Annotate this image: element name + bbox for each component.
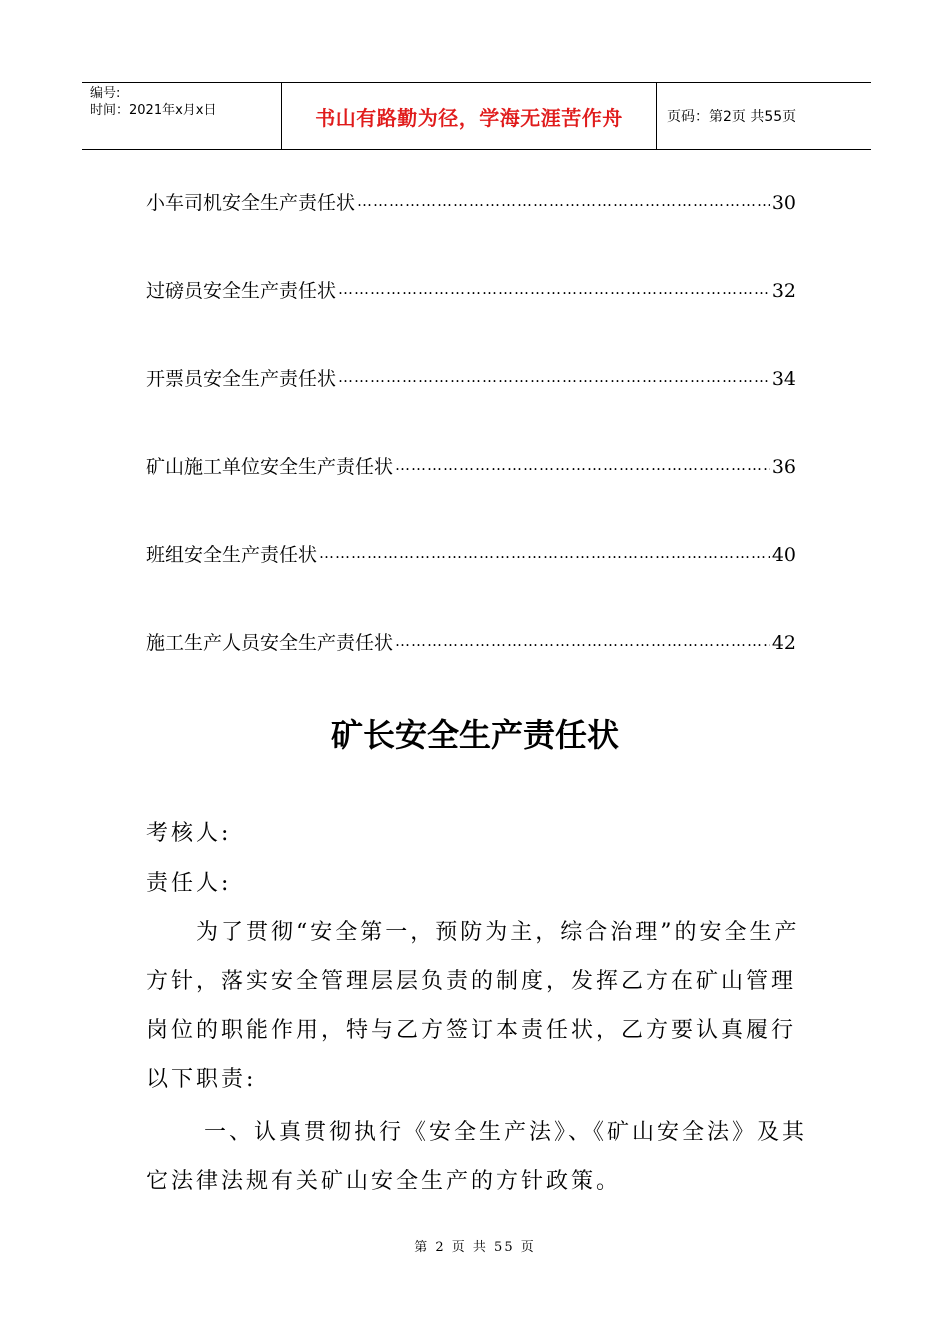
toc-entry[interactable]	[146, 188, 796, 218]
intro-paragraph: 为了贯彻“安全第一，预防为主，综合治理”的安全生产方针，落实安全管理层层负责的制度，发挥乙方在矿山管理岗位的职能作用，特与乙方签订本责任状，乙方要认真履行以下职责:	[146, 920, 800, 1092]
toc-entry[interactable]	[146, 364, 796, 394]
toc-entry-page: 30	[771, 192, 796, 214]
toc-entry-title: 开票员安全生产责任状	[146, 368, 337, 390]
toc-entry-page: 32	[771, 280, 796, 302]
toc-entry-title: 班组安全生产责任状	[146, 544, 318, 566]
duty-item-1: 一、认真贯彻执行《安全生产法》、《矿山安全法》及其它法律法规有关矿山安全生产的方针政策。	[146, 1120, 808, 1194]
toc-entry-title: 矿山施工单位安全生产责任状	[146, 456, 394, 478]
toc-leader-dots	[357, 192, 770, 210]
toc-leader-dots	[338, 368, 770, 386]
document-time-label: 时间：2021年x月x日	[90, 103, 217, 118]
toc-entry-title: 小车司机安全生产责任状	[146, 192, 356, 214]
toc-entry-page: 34	[771, 368, 796, 390]
page-footer: 第 2 页 共 55 页	[414, 1240, 536, 1255]
header-page-info: 页码：第2页 共55页	[667, 109, 797, 125]
toc-entry-title: 施工生产人员安全生产责任状	[146, 632, 394, 654]
toc-entry-page: 40	[771, 544, 796, 566]
toc-entry[interactable]	[146, 540, 796, 570]
toc-leader-dots	[319, 544, 770, 562]
header-motto-cell	[282, 83, 657, 149]
toc-leader-dots	[395, 456, 770, 474]
responsible-label: 责任人:	[146, 871, 232, 896]
header-meta	[82, 83, 282, 149]
toc-entry-page: 36	[771, 456, 796, 478]
header-motto: 书山有路勤为径，学海无涯苦作舟	[315, 105, 623, 130]
examiner-label: 考核人:	[146, 821, 232, 846]
toc-leader-dots	[338, 280, 770, 298]
header-page-info-cell	[657, 83, 871, 149]
toc-entry[interactable]	[146, 276, 796, 306]
document-number-label: 编号:	[90, 86, 121, 101]
toc-entry[interactable]	[146, 628, 796, 658]
page-header	[82, 82, 871, 150]
document-title: 矿长安全生产责任状	[330, 716, 619, 754]
toc-entry-page: 42	[771, 632, 796, 654]
toc-leader-dots	[395, 632, 770, 650]
toc-entry[interactable]	[146, 452, 796, 482]
toc-entry-title: 过磅员安全生产责任状	[146, 280, 337, 302]
